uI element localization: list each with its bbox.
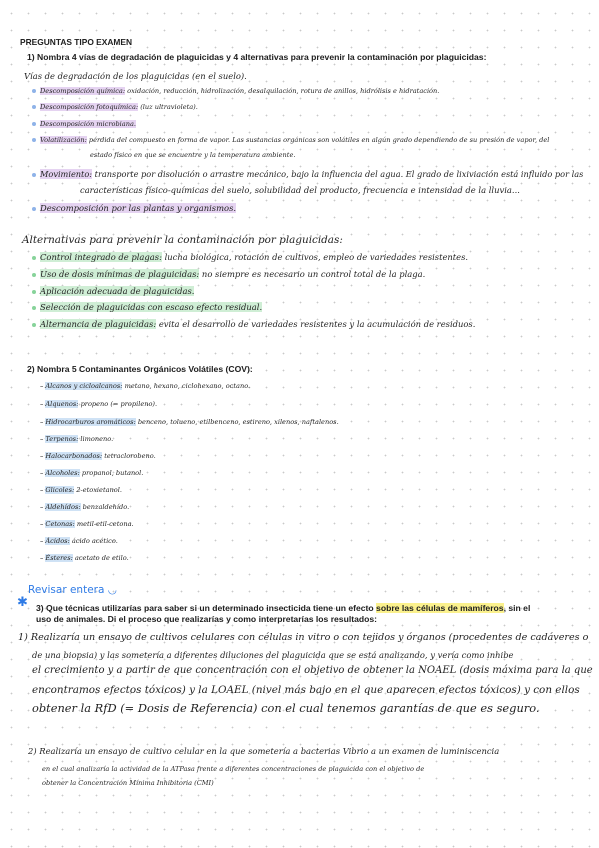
alternativa-item [32, 252, 468, 262]
cov-text: tetraclorobeno. [102, 452, 156, 460]
bullet-icon [32, 105, 36, 109]
cov-text: 2-etoxietanol. [74, 486, 122, 494]
via-label: Descomposición fotoquímica: [40, 103, 139, 111]
bullet-icon [32, 323, 36, 327]
alternativa-text: evita el desarrollo de variedades resistentes y la acumulación de residuos. [156, 319, 476, 329]
cov-item: – Ésteres: acetato de etilo. [40, 554, 129, 562]
via-label: Descomposición por las plantas y organismos. [40, 203, 237, 213]
via-text: pérdida del compuesto en forma de vapor. Las sustancias orgánicas son volátiles en algún grado dependiendo de su presión de vapor, del [86, 136, 550, 144]
cov-text: limoneno. [78, 435, 114, 443]
cov-text: metano, hexano, ciclohexano, octano. [122, 382, 251, 390]
alternativa-label: Alternancia de plaguicidas: [40, 319, 157, 329]
alternativa-item [32, 286, 194, 296]
cov-label: Cetonas: [45, 520, 75, 528]
via-item [32, 87, 439, 95]
cov-item: – Alcanos y cicloalcanos: metano, hexano, ciclohexano, octano. [40, 382, 251, 390]
cov-item: – Alquenos: propeno (= propileno). [40, 400, 158, 408]
cov-label: Hidrocarburos aromáticos: [45, 418, 136, 426]
bullet-icon [32, 173, 36, 177]
bullet-icon [32, 138, 36, 142]
cov-text: acetato de etilo. [72, 554, 129, 562]
question-3 [36, 603, 530, 614]
cov-label: Alcoholes: [45, 469, 80, 477]
answer-1-line: 1) Realizaría un ensayo de cultivos celulares con células in vitro o con tejidos y órganos (procedentes de cadáveres o [18, 632, 589, 643]
cov-label: Alcanos y cicloalcanos: [45, 382, 123, 390]
answer-1-line: el crecimiento y a partir de que concentración con el objetivo de obtener la NOAEL (dosis máxima para la que [32, 665, 593, 676]
question-1: 1) Nombra 4 vías de degradación de plaguicidas y 4 alternativas para prevenir la contaminación por plaguicidas: [27, 52, 487, 62]
alternativa-label: Selección de plaguicidas con escaso efecto residual. [40, 302, 263, 312]
via-label: Volatilización: [40, 136, 87, 144]
vias-heading: Vías de degradación de los plaguicidas (en el suelo). [24, 71, 247, 81]
cov-label: Ácidos: [45, 537, 70, 545]
page-title: PREGUNTAS TIPO EXAMEN [20, 37, 132, 47]
cov-item: – Glicoles: 2-etoxietanol. [40, 486, 122, 494]
cov-text: ácido acético. [69, 537, 118, 545]
alternativa-item [32, 269, 425, 279]
cov-label: Halocarbonados: [45, 452, 103, 460]
cov-item: – Cetonas: metil-etil-cetona. [40, 520, 134, 528]
via-label: Descomposición química: [40, 87, 126, 95]
cov-label: Ésteres: [45, 554, 73, 562]
cov-item: – Alcoholes: propanol, butanol. [40, 469, 144, 477]
alternativa-item [32, 302, 262, 312]
cov-item: – Terpenos: limoneno. [40, 435, 114, 443]
cov-item: – Aldehídos: benzaldehído. [40, 503, 130, 511]
via-label: Descomposición microbiana. [40, 120, 136, 128]
bullet-icon [32, 273, 36, 277]
answer-2-line: obtener la Concentración Mínima Inhibitoria (CMI) [42, 779, 214, 787]
cov-label: Terpenos: [45, 435, 79, 443]
cov-label: Aldehídos: [45, 503, 81, 511]
cov-item: – Ácidos: ácido acético. [40, 537, 118, 545]
question-3-line2: uso de animales. Di el proceso que realizarías y como interpretarías los resultados: [36, 614, 378, 624]
alternativa-label: Uso de dosis mínimas de plaguicidas: [40, 269, 200, 279]
bullet-icon [32, 306, 36, 310]
alternativas-heading: Alternativas para prevenir la contaminación por plaguicidas: [22, 234, 343, 246]
cov-text: propanol, butanol. [79, 469, 144, 477]
bullet-icon [32, 122, 36, 126]
via-text: oxidación, reducción, hidrolización, desalquilación, rotura de anillos, hidrólisis e hidratación. [125, 87, 440, 95]
bullet-icon [32, 207, 36, 211]
review-note: Revisar entera ◡ [28, 584, 117, 596]
answer-2-line: 2) Realizaría un ensayo de cultivo celular en la que sometería a bacterias Vibrio a un examen de luminiscencia [28, 746, 500, 756]
answer-1-line: obtener la RfD (= Dosis de Referencia) con el cual tenemos garantías de que es seguro. [32, 701, 540, 715]
cov-item: – Hidrocarburos aromáticos: benceno, tolueno, etilbenceno, estireno, xilenos, naftalenos. [40, 418, 339, 426]
via-item [32, 136, 549, 144]
alternativa-item [32, 319, 475, 329]
bullet-icon [32, 89, 36, 93]
via-label: Movimiento: [40, 169, 93, 179]
question-3-highlight: sobre las células de mamíferos [376, 603, 504, 613]
cov-label: Glicoles: [45, 486, 75, 494]
bullet-icon [32, 256, 36, 260]
via-text: transporte por disolución o arrastre mecánico, bajo la influencia del agua. El grado de lixiviación está influido por las [92, 169, 584, 179]
question-3-post: , sin el [503, 603, 531, 613]
alternativa-label: Control integrado de plagas: [40, 252, 162, 262]
cov-label: Alquenos: [45, 400, 79, 408]
answer-1-line: de una biopsia) y las sometería a diferentes diluciones del plaguicida que se está analizando, y vería como inhibe [32, 650, 514, 660]
cov-text: propeno (= propileno). [78, 400, 158, 408]
cov-text: metil-etil-cetona. [74, 520, 134, 528]
via-item [32, 203, 236, 213]
cov-item: – Halocarbonados: tetraclorobeno. [40, 452, 156, 460]
alternativa-label: Aplicación adecuada de plaguicidas. [40, 286, 195, 296]
alternativa-text: lucha biológica, rotación de cultivos, empleo de variedades resistentes. [161, 252, 469, 262]
via-item [32, 169, 583, 179]
question-3-pre: 3) Que técnicas utilizarías para saber si un determinado insecticida tiene un efecto [36, 603, 377, 613]
via-text-continued: características físico-químicas del suelo, solubilidad del producto, frecuencia e intensidad de la lluvia... [80, 185, 520, 195]
cov-text: benzaldehído. [80, 503, 130, 511]
via-text: (luz ultravioleta). [138, 103, 198, 111]
alternativa-text: no siempre es necesario un control total de la plaga. [199, 269, 426, 279]
asterisk-icon: ✱ [17, 595, 28, 610]
bullet-icon [32, 290, 36, 294]
answer-2-line: en el cual analizaría la actividad de la ATPasa frente a diferentes concentraciones de plaguicida con el objetivo de [42, 765, 425, 773]
via-item [32, 103, 198, 111]
question-2: 2) Nombra 5 Contaminantes Orgánicos Volátiles (COV): [27, 364, 253, 374]
answer-1-line: encontramos efectos tóxicos) y la LOAEL (nivel más bajo en el que aparecen efectos tóxicos) y con ellos [32, 684, 580, 696]
via-text-continued: estado físico en que se encuentre y la temperatura ambiente. [90, 151, 296, 159]
via-item [32, 120, 136, 128]
cov-text: benceno, tolueno, etilbenceno, estireno, xilenos, naftalenos. [135, 418, 339, 426]
